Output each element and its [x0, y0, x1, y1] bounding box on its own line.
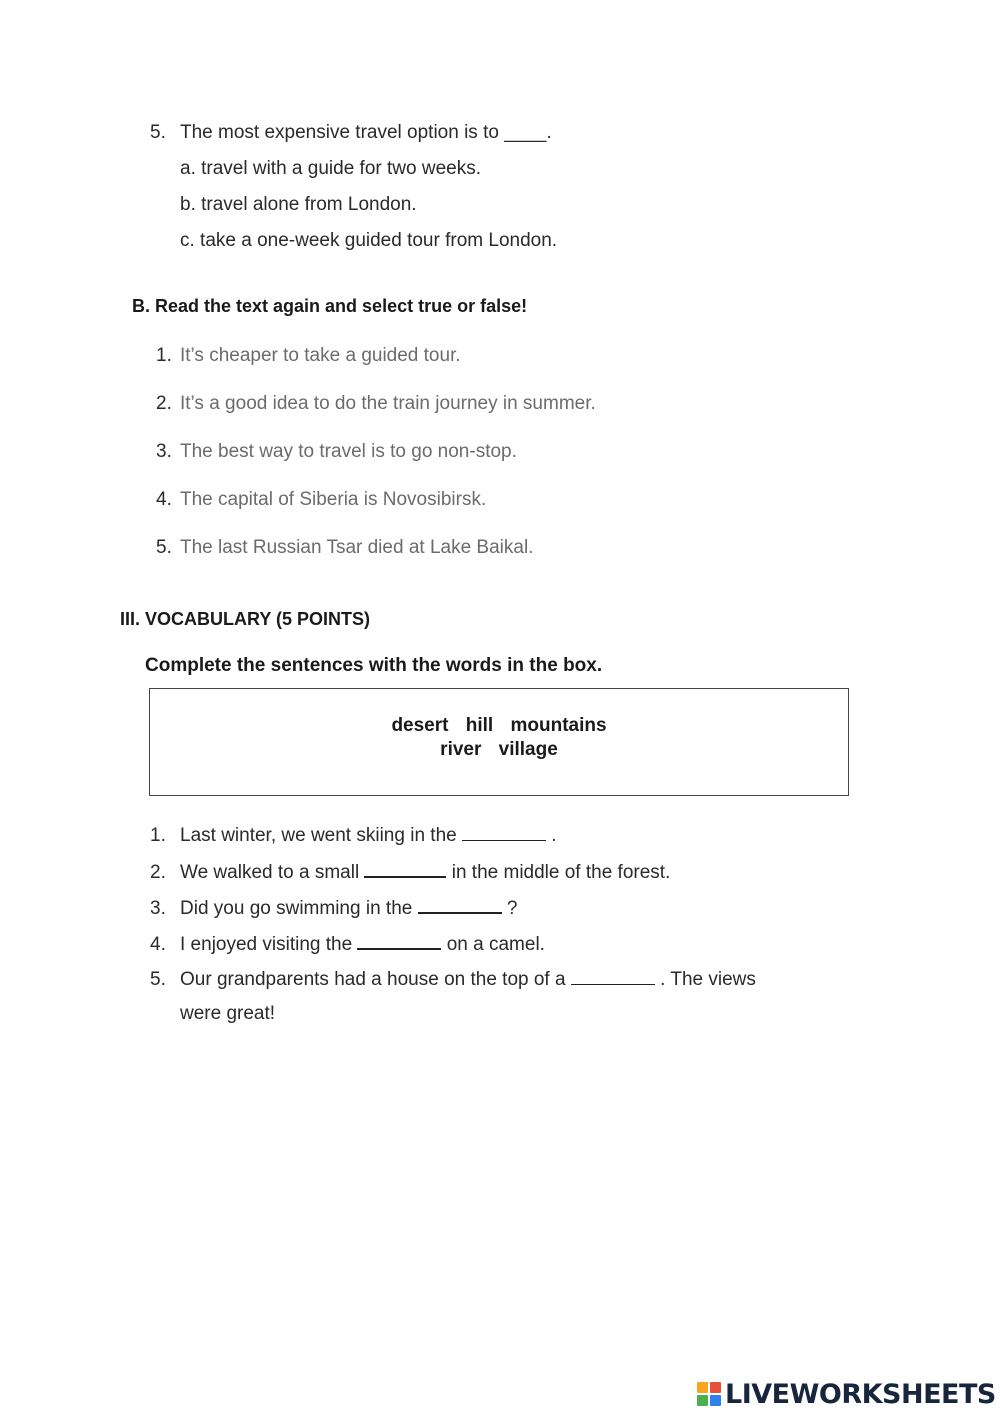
question-5-stem: The most expensive travel option is to ____. [180, 122, 552, 143]
answer-blank[interactable] [462, 822, 546, 841]
liveworksheets-logo-icon [697, 1382, 721, 1406]
section-b-heading: B. Read the text again and select true or false! [132, 296, 528, 316]
true-false-item: 4. The capital of Siberia is Novosibirsk. [156, 489, 487, 510]
vocab-sentence-continuation: were great! [180, 1003, 276, 1024]
true-false-item: 1. It’s cheaper to take a guided tour. [156, 345, 461, 366]
question-5-number: 5. [150, 122, 166, 143]
vocabulary-instruction: Complete the sentences with the words in the box. [145, 655, 603, 676]
word-box-word: desert [391, 715, 449, 736]
answer-blank[interactable] [571, 966, 655, 985]
true-false-statement: It’s a good idea to do the train journey in summer. [180, 393, 596, 414]
true-false-item: 5. The last Russian Tsar died at Lake Baikal. [156, 537, 534, 558]
true-false-statement: It’s cheaper to take a guided tour. [180, 345, 461, 366]
vocabulary-heading: III. VOCABULARY (5 POINTS) [120, 609, 371, 629]
vocab-sentence: 1. Last winter, we went skiing in the . [150, 822, 557, 848]
vocab-sentence: 4. I enjoyed visiting the on a camel. [150, 930, 545, 957]
answer-blank[interactable] [418, 894, 502, 914]
word-box-word: river [440, 739, 482, 760]
question-5-option-a[interactable]: a. travel with a guide for two weeks. [180, 158, 481, 179]
word-box-word: mountains [510, 715, 607, 736]
true-false-item: 2. It’s a good idea to do the train journey in summer. [156, 393, 596, 414]
liveworksheets-logo-text: LIVEWORKSHEETS [725, 1378, 996, 1410]
true-false-statement: The best way to travel is to go non-stop. [180, 441, 517, 462]
true-false-item: 3. The best way to travel is to go non-stop. [156, 441, 517, 462]
vocab-sentence: 5. Our grandparents had a house on the top of a . The views [150, 966, 756, 992]
true-false-statement: The capital of Siberia is Novosibirsk. [180, 489, 487, 510]
word-box-word: hill [465, 715, 494, 736]
word-box-word: village [498, 739, 558, 760]
vocab-sentence: 2. We walked to a small in the middle of the forest. [150, 858, 670, 885]
vocab-sentence: 3. Did you go swimming in the ? [150, 894, 517, 921]
question-5 [150, 121, 552, 145]
liveworksheets-logo [697, 1378, 996, 1410]
answer-blank[interactable] [357, 930, 441, 950]
true-false-statement: The last Russian Tsar died at Lake Baikal. [180, 537, 534, 558]
answer-blank[interactable] [364, 858, 446, 878]
word-box [149, 688, 849, 796]
question-5-option-c[interactable]: c. take a one-week guided tour from London. [180, 230, 558, 251]
question-5-option-b[interactable]: b. travel alone from London. [180, 194, 417, 215]
